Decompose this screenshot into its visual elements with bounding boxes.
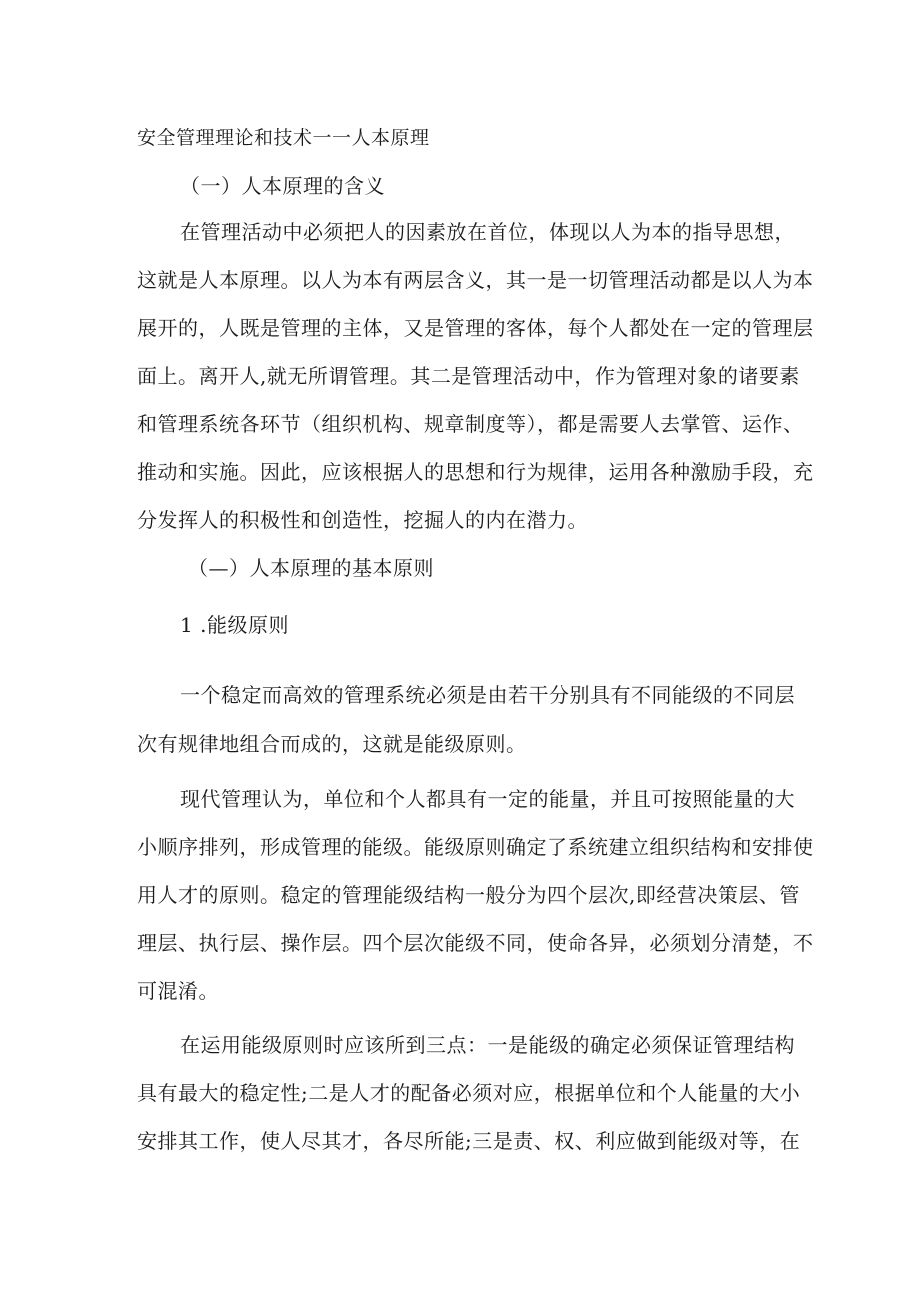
paragraph-line: 安排其工作，使人尽其才，各尽所能;三是责、权、利应做到能级对等，在 xyxy=(137,1129,801,1153)
paragraph-line: 现代管理认为，单位和个人都具有一定的能量，并且可按照能量的大 xyxy=(180,787,795,811)
document-title: 安全管理理论和技术一一人本原理 xyxy=(137,127,430,149)
section-heading-principles: （—）人本原理的基本原则 xyxy=(188,556,434,580)
subsection-heading-energy-level: 1 .能级原则 xyxy=(180,613,289,637)
paragraph-line: 面上。离开人,就无所谓管理。其二是管理活动中，作为管理对象的诸要素 xyxy=(137,364,800,388)
paragraph-line: 在运用能级原则时应该所到三点：一是能级的确定必须保证管理结构 xyxy=(180,1033,795,1057)
paragraph-line: 和管理系统各环节（组织机构、规章制度等），都是需要人去掌管、运作、 xyxy=(137,412,804,436)
paragraph-line: 一个稳定而高效的管理系统必须是由若干分别具有不同能级的不同层 xyxy=(180,683,795,707)
section-heading-meaning: （一）人本原理的含义 xyxy=(180,174,385,198)
paragraph-line: 小顺序排列，形成管理的能级。能级原则确定了系统建立组织结构和安排使 xyxy=(137,835,814,859)
paragraph-line: 次有规律地组合而成的，这就是能级原则。 xyxy=(137,732,527,756)
paragraph-line: 推动和实施。因此，应该根据人的思想和行为规律，运用各种激励手段，充 xyxy=(137,460,814,484)
paragraph-line: 可混淆。 xyxy=(137,979,219,1003)
paragraph-line: 在管理活动中必须把人的因素放在首位，体现以人为本的指导思想， xyxy=(180,220,795,244)
paragraph-line: 用人才的原则。稳定的管理能级结构一般分为四个层次,即经营决策层、管 xyxy=(137,883,800,907)
paragraph-line: 这就是人本原理。以人为本有两层含义，其一是一切管理活动都是以人为本 xyxy=(137,268,814,292)
paragraph-line: 分发挥人的积极性和创造性，挖掘人的内在潜力。 xyxy=(137,508,588,532)
paragraph-line: 具有最大的稳定性;二是人才的配备必须对应，根据单位和个人能量的大小 xyxy=(137,1081,801,1105)
paragraph-line: 理层、执行层、操作层。四个层次能级不同，使命各异，必须划分清楚，不 xyxy=(137,931,814,955)
paragraph-line: 展开的，人既是管理的主体，又是管理的客体，每个人都处在一定的管理层 xyxy=(137,316,814,340)
